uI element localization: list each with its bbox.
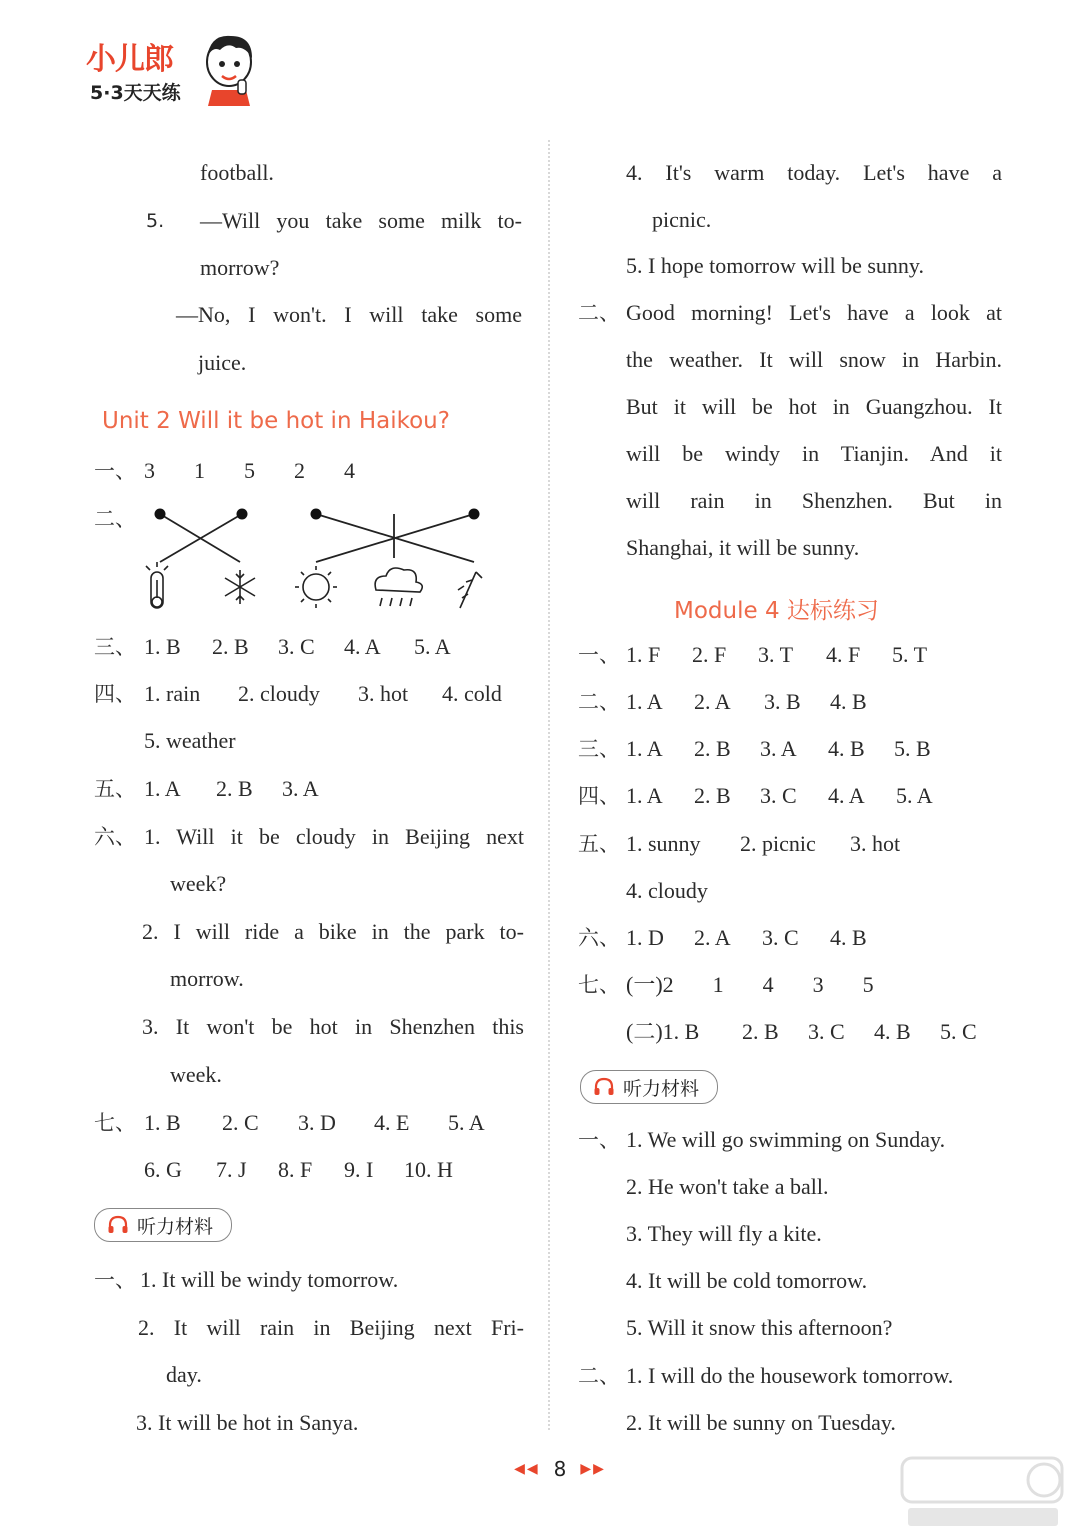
answer-item: 3. A (760, 736, 797, 761)
series-name: 5·3天天练 (90, 82, 181, 104)
passage-line: Shanghai, it will be sunny. (626, 535, 860, 560)
passage-line: the weather. It will snow in Harbin. (626, 347, 1002, 372)
matching-lines (160, 514, 474, 562)
module-title: Module 4 达标练习 (674, 598, 879, 624)
answer-line: —No, I won't. I will take some (176, 302, 522, 327)
answer-item: 1. A (626, 689, 663, 714)
section-label: 五、 (94, 777, 136, 801)
sun-icon (295, 566, 337, 608)
passage-line: Good morning! Let's have a look at (626, 300, 1002, 325)
matching-dots (155, 509, 480, 520)
answer-item: 1. A (626, 736, 663, 761)
answer-line: 3. It won't be hot in Shenzhen this (142, 1014, 524, 1039)
answer-item: 2. B (694, 736, 731, 761)
answer-item: 6. G (144, 1157, 182, 1182)
answer-item: 1. A (144, 776, 181, 801)
section-label: 七、 (94, 1111, 136, 1135)
passage-line: will rain in Shenzhen. But in (626, 488, 1002, 513)
section-label: 六、 (578, 926, 620, 950)
answer-line: morrow. (170, 966, 244, 991)
answer-line: week? (170, 871, 227, 896)
answer-item: 4. B (874, 1019, 911, 1044)
answer-item: 5. weather (144, 728, 236, 753)
answer-item: 5. A (414, 634, 451, 659)
answer-item: 4. E (374, 1110, 410, 1135)
headphone-icon (107, 1215, 129, 1235)
answer-item: 4. cold (442, 681, 502, 706)
headphone-icon (593, 1077, 615, 1097)
answer-item: 1. B (144, 634, 181, 659)
answer-item: 4. B (828, 736, 865, 761)
answer-item: 2. B (212, 634, 249, 659)
rain-cloud-icon (375, 568, 422, 606)
answer-item: 4. A (344, 634, 381, 659)
wind-icon (458, 572, 482, 608)
answer-line: 4. It will be cold tomorrow. (626, 1268, 868, 1293)
answer-item: 5. B (894, 736, 931, 761)
section-label: 五、 (578, 832, 620, 856)
answer-line: 3 1 5 2 4 (144, 458, 355, 483)
page-header (86, 28, 286, 118)
answer-item: 2. picnic (740, 831, 816, 856)
answer-item: 4. A (828, 783, 865, 808)
answer-item: 3. C (278, 634, 315, 659)
answer-item: 5. T (892, 642, 928, 667)
answer-line: 1. It will be windy tomorrow. (140, 1267, 399, 1292)
answer-item: 1. rain (144, 681, 201, 706)
answer-item: 4. B (830, 689, 867, 714)
answer-item: 2. B (742, 1019, 779, 1044)
answer-item: 3. T (758, 642, 794, 667)
answer-item: 4. B (830, 925, 867, 950)
next-arrows-icon: ▶▶ (580, 1461, 606, 1477)
answer-item: 1. B (144, 1110, 181, 1135)
answer-line: 3. It will be hot in Sanya. (136, 1410, 359, 1435)
answer-item: 1. sunny (626, 831, 701, 856)
answer-item: 2. A (694, 925, 731, 950)
listening-material-badge (94, 1208, 232, 1242)
section-label: 一、 (94, 1268, 136, 1292)
answer-item: 3. hot (850, 831, 901, 856)
answer-item: 3. C (760, 783, 797, 808)
unit-title: Unit 2 Will it be hot in Haikou? (102, 408, 450, 434)
section-label: 四、 (94, 682, 136, 706)
answer-item: 8. F (278, 1157, 313, 1182)
section-label: 三、 (94, 635, 136, 659)
answer-line: football. (200, 160, 274, 185)
page-footer (480, 1454, 640, 1484)
answer-item: 2. B (216, 776, 253, 801)
answer-line: 4. It's warm today. Let's have a (626, 160, 1002, 185)
answer-line: 2. It will be sunny on Tuesday. (626, 1410, 896, 1435)
answer-item: 2. cloudy (238, 681, 320, 706)
answer-item: 5. A (448, 1110, 485, 1135)
answer-item: (二)1. B (626, 1019, 700, 1044)
answer-item: 7. J (216, 1157, 247, 1182)
answer-item: 3. C (762, 925, 799, 950)
passage-line: But it will be hot in Guangzhou. It (626, 394, 1002, 419)
section-label: 二、 (94, 507, 136, 531)
answer-item: 5. A (896, 783, 933, 808)
answer-line: 3. They will fly a kite. (626, 1221, 822, 1246)
answer-item: 3. C (808, 1019, 845, 1044)
answer-line: week. (170, 1062, 222, 1087)
section-label: 七、 (578, 973, 620, 997)
answer-line: —Will you take some milk to- (200, 208, 522, 233)
section-label: 二、 (578, 1364, 620, 1388)
answer-line: (一)2 1 4 3 5 (626, 972, 874, 997)
answer-item: 1. F (626, 642, 661, 667)
answer-item: 3. D (298, 1110, 336, 1135)
matching-diagram (136, 500, 496, 616)
column-divider (548, 140, 550, 1430)
listening-material-badge (580, 1070, 718, 1104)
listening-material-label: 听力材料 (137, 1215, 214, 1238)
answer-line: 2. He won't take a ball. (626, 1174, 829, 1199)
answer-item: 2. B (694, 783, 731, 808)
answer-item: 1. A (626, 783, 663, 808)
answer-item: 2. C (222, 1110, 259, 1135)
answer-line: 1. I will do the housework tomorrow. (626, 1363, 954, 1388)
prev-arrows-icon: ◀◀ (514, 1461, 540, 1477)
section-label: 六、 (94, 825, 136, 849)
answer-line: day. (166, 1362, 202, 1387)
section-label: 二、 (578, 301, 620, 325)
brand-logo: 小儿郎 (86, 42, 173, 77)
answer-line: juice. (198, 350, 247, 375)
answer-line: 2. I will ride a bike in the park to- (142, 919, 524, 944)
section-label: 四、 (578, 784, 620, 808)
answer-line: morrow? (200, 255, 280, 280)
section-label: 一、 (578, 643, 620, 667)
passage-line: will be windy in Tianjin. And it (626, 441, 1002, 466)
answer-item: 5. C (940, 1019, 977, 1044)
answer-item: 2. A (694, 689, 731, 714)
section-label: 一、 (578, 1128, 620, 1152)
answer-item: 4. F (826, 642, 861, 667)
hot-thermometer-icon (146, 562, 168, 608)
mascot-icon (198, 28, 260, 106)
answer-item: 3. B (764, 689, 801, 714)
answer-line: 5. I hope tomorrow will be sunny. (626, 253, 924, 278)
answer-item: 4. cloudy (626, 878, 708, 903)
page-number: 8 (553, 1457, 567, 1481)
section-label: 三、 (578, 737, 620, 761)
answer-line: 1. We will go swimming on Sunday. (626, 1127, 946, 1152)
answer-line: 2. It will rain in Beijing next Fri- (138, 1315, 524, 1340)
answer-item: 1. D (626, 925, 664, 950)
section-label: 二、 (578, 690, 620, 714)
section-label: 一、 (94, 459, 136, 483)
question-number: 5. (146, 210, 165, 232)
answer-line: 5. Will it snow this afternoon? (626, 1315, 893, 1340)
answer-line: picnic. (652, 207, 712, 232)
watermark-logo-icon (898, 1452, 1068, 1532)
answer-item: 2. F (692, 642, 727, 667)
answer-line: 1. Will it be cloudy in Beijing next (144, 824, 524, 849)
answer-item: 9. I (344, 1157, 374, 1182)
snowflake-icon (225, 570, 255, 604)
answer-item: 3. A (282, 776, 319, 801)
answer-item: 10. H (404, 1157, 453, 1182)
answer-item: 3. hot (358, 681, 409, 706)
listening-material-label: 听力材料 (623, 1077, 700, 1100)
